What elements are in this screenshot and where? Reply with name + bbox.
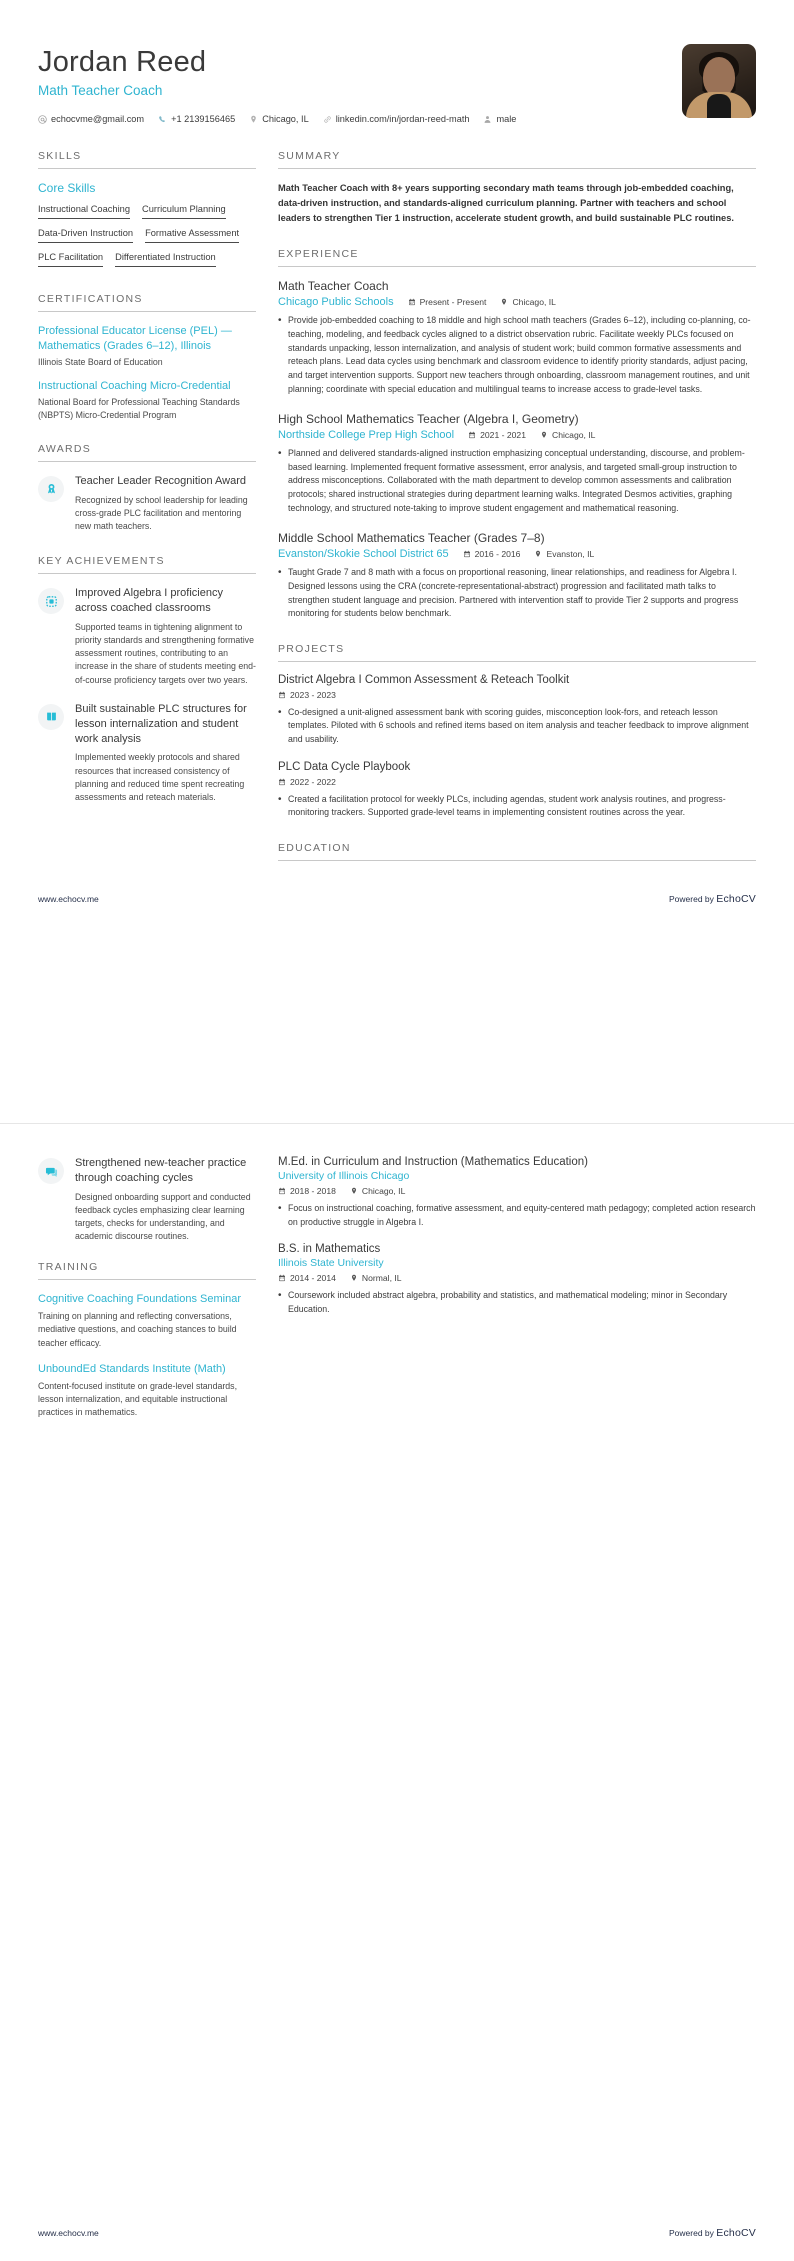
footer-brand-name: EchoCV (716, 2227, 756, 2239)
resume-header (32, 30, 762, 124)
section-education-heading (278, 842, 756, 861)
section-title-awards: AWARDS (38, 443, 256, 462)
skill-tag-list (38, 202, 256, 271)
skill-tag: Data-Driven Instruction (38, 226, 133, 243)
summary-text: Math Teacher Coach with 8+ years supporting secondary math teams through job-embedded coaching, data-driven instruction, and standards-aligned curriculum planning. Partner with teachers and school leaders to strengthen Tier 1 instruction, accelerate student growth, and build sustainable PLC routines. (278, 183, 734, 224)
education-dates: 2018 - 2018 (290, 1186, 336, 1196)
calendar-icon (408, 298, 416, 306)
calendar-icon (278, 1187, 286, 1195)
achievement-description: Designed onboarding support and conducted feedback cycles emphasizing clear learning targets, checks for understanding, and academic discourse routines. (75, 1191, 251, 1242)
sidebar-column (38, 150, 256, 883)
contact-gender-text: male (496, 114, 517, 125)
experience-role: High School Mathematics Teacher (Algebra I, Geometry) (278, 412, 579, 427)
education-location-chip (350, 1273, 402, 1283)
achievement-item (38, 1156, 256, 1243)
training-item (38, 1362, 256, 1419)
award-medal-icon (45, 482, 58, 495)
award-item (38, 474, 256, 533)
section-title-skills: SKILLS (38, 150, 256, 169)
experience-company[interactable]: Chicago Public Schools (278, 296, 394, 309)
award-title: Teacher Leader Recognition Award (75, 474, 247, 487)
contact-linkedin-text: linkedin.com/in/jordan-reed-math (335, 114, 470, 125)
experience-dates-chip (408, 297, 487, 307)
training-item (38, 1292, 256, 1349)
page-gap (0, 1124, 794, 1138)
achievement-body (75, 702, 256, 804)
experience-location-chip (534, 549, 594, 559)
experience-location-chip (500, 297, 555, 307)
education-dates-chip (278, 1273, 336, 1283)
footer-brand-name: EchoCV (716, 892, 756, 905)
experience-dates: 2016 - 2016 (474, 549, 521, 560)
sidebar-column-page2 (38, 1156, 256, 1441)
book-icon (45, 710, 58, 723)
achievement-description: Supported teams in tightening alignment to priority standards and strengthening formative assessment routines, contributing to an increase in the share of students meeting end-of-course proficiency targets over two years. (75, 621, 256, 685)
project-bullets (278, 793, 756, 820)
achievement-body (75, 586, 256, 687)
project-dates-chip (278, 777, 336, 787)
experience-bullets (278, 566, 756, 621)
avatar (682, 44, 756, 118)
section-title-summary: SUMMARY (278, 150, 756, 169)
person-icon (483, 115, 492, 124)
section-title-education: EDUCATION (278, 842, 756, 861)
section-title-training: TRAINING (38, 1261, 256, 1280)
skill-tag: Curriculum Planning (142, 202, 226, 219)
phone-icon (158, 115, 167, 124)
experience-bullet: • Taught Grade 7 and 8 math with a focus on proportional reasoning, linear relationships, and readiness for Algebra I. Designed lessons using the CRA (concrete-representational-abstract) progression and facilitated math talks to strengthen student language and precision. Partnered with intervention staff to provide Tier 2 supports and progress monitoring for students below benchmark. (278, 566, 756, 621)
section-summary (278, 150, 756, 226)
section-title-key-achievements: KEY ACHIEVEMENTS (38, 555, 256, 574)
education-school[interactable]: University of Illinois Chicago (278, 1170, 410, 1182)
achievement-title: Strengthened new-teacher practice through coaching cycles (75, 1157, 247, 1184)
contact-location (249, 114, 308, 124)
education-bullet: • Coursework included abstract algebra, probability and statistics, and mathematical modeling; minor in Secondary Education. (278, 1289, 756, 1316)
experience-bullet: • Planned and delivered standards-aligned instruction emphasizing conceptual understanding, discourse, and problem-based learning. Implemented frequent formative assessment, error analysis, and targeted small-group instruction to address misconceptions. Collaborated with the math department to develop common assessments and calibration protocols; shared instructional strategies during department learning walks. Integrated Desmos activities, graphing technology, and structured note-taking to improve student engagement and mathematical reasoning. (278, 447, 756, 515)
resume-columns-page2 (32, 1156, 762, 1441)
chat-coaching-icon (45, 1165, 58, 1178)
certification-issuer: Illinois State Board of Education (38, 357, 163, 368)
footer-site[interactable]: www.echocv.me (38, 2228, 99, 2238)
target-square-icon (45, 595, 58, 608)
experience-item (278, 531, 756, 621)
project-item (278, 674, 756, 747)
experience-company[interactable]: Northside College Prep High School (278, 429, 455, 442)
award-description: Recognized by school leadership for leading cross-grade PLC facilitation and mentoring new math teachers. (75, 494, 248, 532)
achievement-title: Built sustainable PLC structures for lesson internalization and student work analysis (75, 702, 247, 745)
page-footer (32, 883, 762, 919)
achievement-icon-bubble (38, 1158, 64, 1184)
section-title-certifications: CERTIFICATIONS (38, 293, 256, 312)
contact-location-text: Chicago, IL (262, 114, 309, 125)
contact-gender (483, 114, 516, 124)
link-icon (323, 115, 332, 124)
calendar-icon (278, 1274, 286, 1282)
footer-brand (669, 893, 756, 905)
education-item (278, 1156, 756, 1229)
education-location-chip (350, 1186, 405, 1196)
education-bullets (278, 1289, 756, 1316)
project-dates-chip (278, 690, 336, 700)
section-key-achievements (38, 555, 256, 804)
certification-issuer: National Board for Professional Teaching Standards (NBPTS) Micro-Credential Program (38, 397, 240, 420)
location-pin-icon (350, 1187, 358, 1195)
footer-site[interactable]: www.echocv.me (38, 893, 99, 904)
page-title: Jordan Reed (38, 46, 207, 78)
location-pin-icon (534, 550, 542, 558)
experience-bullets (278, 314, 756, 396)
experience-meta (278, 296, 756, 308)
header-job-title: Math Teacher Coach (38, 83, 163, 99)
training-name: UnboundEd Standards Institute (Math) (38, 1362, 226, 1375)
project-dates: 2023 - 2023 (290, 689, 336, 700)
contact-phone[interactable] (158, 114, 235, 124)
project-name: PLC Data Cycle Playbook (278, 760, 411, 773)
education-meta (278, 1273, 756, 1283)
section-certifications (38, 293, 256, 420)
section-awards (38, 443, 256, 533)
award-body (75, 474, 256, 533)
email-icon (38, 115, 47, 124)
project-dates: 2022 - 2022 (290, 776, 336, 787)
skill-tag: Formative Assessment (145, 226, 239, 243)
experience-company[interactable]: Evanston/Skokie School District 65 (278, 548, 449, 561)
experience-location: Evanston, IL (546, 549, 595, 560)
contact-email-text: echocvme@gmail.com (51, 114, 145, 125)
resume-page-1 (0, 0, 794, 1123)
main-column-page2 (278, 1156, 756, 1441)
training-description: Training on planning and reflecting conversations, mediative questions, and coaching stances to build teacher efficacy. (38, 1311, 237, 1348)
achievement-title: Improved Algebra I proficiency across coached classrooms (75, 587, 223, 615)
experience-dates: Present - Present (419, 297, 487, 308)
education-degree: M.Ed. in Curriculum and Instruction (Mathematics Education) (278, 1156, 588, 1168)
education-bullets (278, 1202, 756, 1229)
experience-bullets (278, 447, 756, 515)
experience-meta (278, 429, 756, 441)
project-meta (278, 777, 756, 787)
footer-brand (669, 2227, 756, 2239)
contact-email[interactable] (38, 114, 144, 124)
page-footer (32, 2217, 762, 2253)
section-skills (38, 150, 256, 271)
calendar-icon (468, 431, 476, 439)
calendar-icon (278, 778, 286, 786)
education-bullet: • Focus on instructional coaching, formative assessment, and equity-centered math pedagogy; completed action research on productive struggle in Algebra I. (278, 1202, 756, 1229)
experience-item (278, 412, 756, 515)
experience-location: Chicago, IL (512, 297, 556, 308)
calendar-icon (278, 691, 286, 699)
certification-name: Professional Educator License (PEL) — Mathematics (Grades 6–12), Illinois (38, 325, 232, 353)
skill-group-title: Core Skills (38, 181, 96, 196)
education-location: Normal, IL (361, 1273, 402, 1284)
header-text-block (38, 42, 682, 124)
skill-tag: Differentiated Instruction (115, 250, 216, 267)
experience-meta (278, 548, 756, 560)
achievement-icon-bubble (38, 704, 64, 730)
section-title-projects: PROJECTS (278, 643, 756, 662)
education-dates: 2014 - 2014 (290, 1273, 336, 1284)
certification-name: Instructional Coaching Micro-Credential (38, 380, 231, 393)
project-bullet: • Co-designed a unit-aligned assessment bank with scoring guides, misconception look-fors, and reteach lesson templates. Piloted with 6 schools and refined items based on item analysis and teacher feedback to improve alignment and usability. (278, 706, 756, 747)
education-item (278, 1243, 756, 1316)
experience-bullet: • Provide job-embedded coaching to 18 middle and high school math teachers (Grades 6–12), including co-planning, co-teaching, modeling, and feedback cycles aligned to a district observation rubric. Facilitate weekly PLCs focused on standards unpacking, lesson internalization, and analysis of student work; build common formative assessments and reteach plans. Lead data cycles using benchmark and classroom evidence to identify priority standards, adjust pacing, and target intervention supports. Support new teachers through onboarding, classroom management routines, and unit planning; coordinate with special education and multilingual teams to increase access to grade-level tasks. (278, 314, 756, 396)
certification-item (38, 379, 256, 420)
resume-page-2 (0, 1138, 794, 2261)
experience-dates: 2021 - 2021 (480, 430, 526, 441)
achievement-item (38, 586, 256, 687)
experience-role: Middle School Mathematics Teacher (Grades 7–8) (278, 531, 545, 546)
project-name: District Algebra I Common Assessment & Reteach Toolkit (278, 673, 570, 686)
section-training (38, 1261, 256, 1419)
contact-phone-text: +1 2139156465 (171, 114, 236, 125)
project-bullet: • Created a facilitation protocol for weekly PLCs, including agendas, student work analysis routines, and progress-monitoring trackers. Supported grade-level teams in implementing consistent routines across the year. (278, 793, 756, 820)
section-projects (278, 643, 756, 820)
education-school[interactable]: Illinois State University (278, 1257, 384, 1270)
achievement-description: Implemented weekly protocols and shared resources that increased consistency of planning and reduced time spent recreating assessments and reteach materials. (75, 752, 245, 802)
training-description: Content-focused institute on grade-level standards, lesson internalization, and equitable instructional practices in mathematics. (38, 1380, 238, 1418)
achievement-icon-bubble (38, 588, 64, 614)
main-column (278, 150, 756, 883)
achievement-item (38, 702, 256, 804)
footer-powered-by: Powered by (669, 2228, 717, 2238)
education-degree: B.S. in Mathematics (278, 1243, 381, 1256)
section-title-experience: EXPERIENCE (278, 248, 756, 267)
footer-powered-by: Powered by (669, 893, 717, 904)
resume-columns (32, 150, 762, 883)
education-location: Chicago, IL (361, 1186, 406, 1196)
project-meta (278, 690, 756, 700)
location-pin-icon (249, 115, 258, 124)
experience-item (278, 279, 756, 396)
achievement-body (75, 1156, 256, 1243)
education-meta (278, 1186, 756, 1196)
training-name: Cognitive Coaching Foundations Seminar (38, 1293, 242, 1306)
contact-linkedin[interactable] (323, 114, 470, 124)
contact-row (38, 114, 682, 124)
skill-tag: Instructional Coaching (38, 202, 130, 219)
project-bullets (278, 706, 756, 747)
certification-item (38, 324, 256, 368)
calendar-icon (463, 550, 471, 558)
experience-dates-chip (463, 549, 521, 559)
experience-role: Math Teacher Coach (278, 279, 389, 294)
location-pin-icon (540, 431, 548, 439)
experience-dates-chip (468, 430, 526, 440)
skill-tag: PLC Facilitation (38, 250, 103, 267)
project-item (278, 761, 756, 820)
experience-location: Chicago, IL (551, 430, 596, 441)
education-dates-chip (278, 1186, 336, 1196)
award-icon-bubble (38, 476, 64, 502)
section-experience (278, 248, 756, 620)
experience-location-chip (540, 430, 595, 440)
location-pin-icon (350, 1274, 358, 1282)
location-pin-icon (500, 298, 508, 306)
